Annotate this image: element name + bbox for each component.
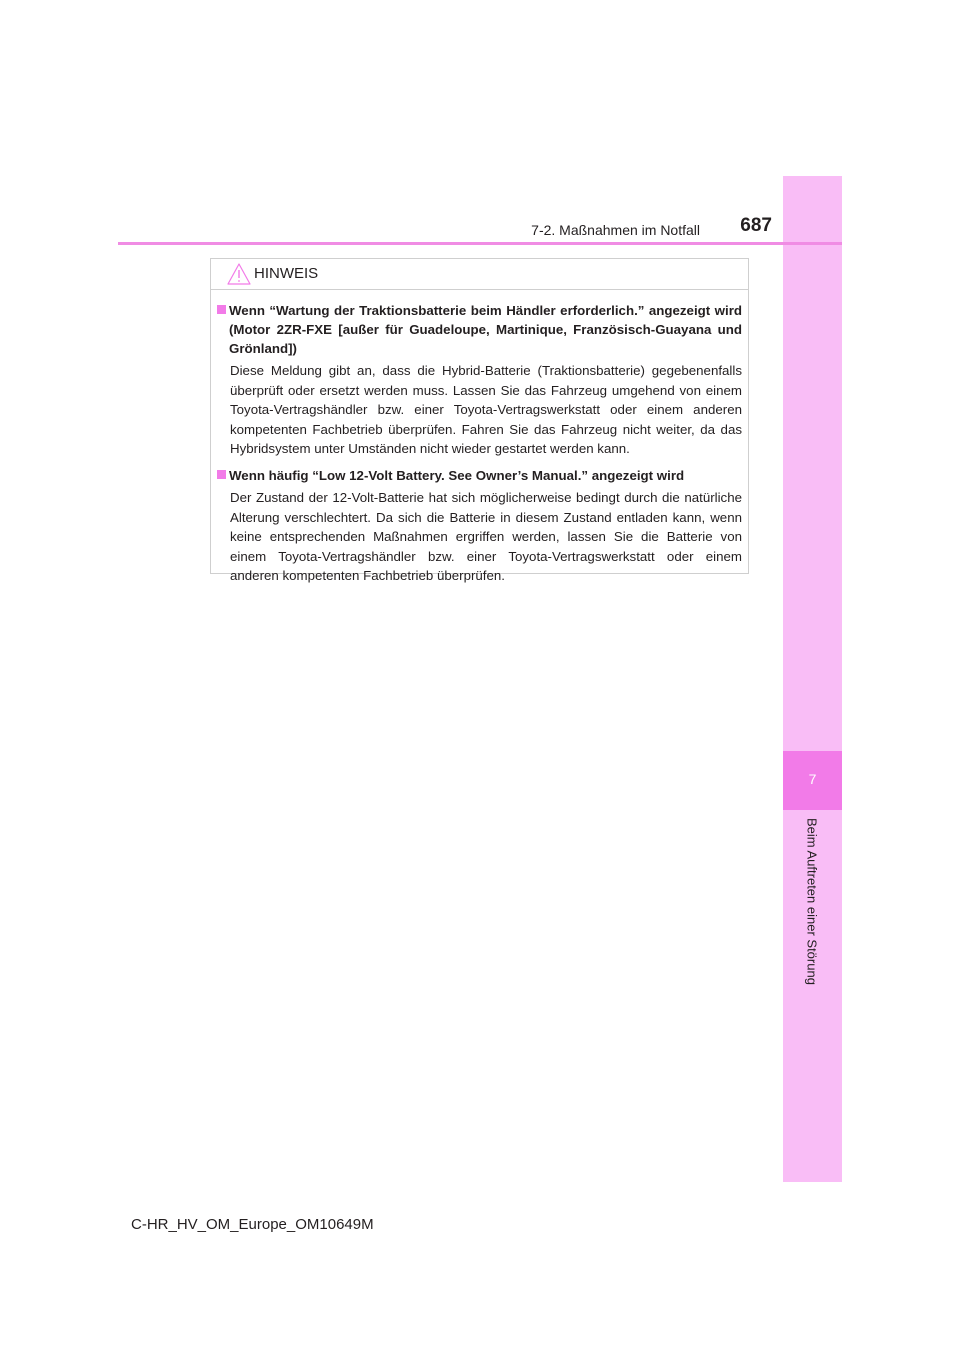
notice-item xyxy=(217,466,742,586)
notice-body xyxy=(217,301,742,593)
notice-title: HINWEIS xyxy=(254,265,319,282)
chapter-title: Beim Auftreten einer Störung xyxy=(804,818,820,985)
page-number: 687 xyxy=(740,215,772,236)
chapter-side-tab xyxy=(783,176,842,1182)
notice-item-heading xyxy=(217,301,742,358)
notice-item-heading-text: Wenn häufig “Low 12-Volt Battery. See Owner’s Manual.” angezeigt wird xyxy=(229,467,685,483)
notice-item-heading xyxy=(217,466,742,485)
notice-item-text: Der Zustand der 12-Volt-Batterie hat sich möglicherweise bedingt durch die natürliche Alterung verschlechtert. Da sich die Batterie in diesem Zustand entladen kann, wenn keine entsprechenden Maßnahmen ergriffen werden, lassen Sie die Batterie von einem Toyota-Vertragshändler bzw. einer Toyota-Vertragswerkstatt oder einem anderen kompetenten Fachbetrieb überprüfen. xyxy=(230,489,742,584)
section-title: 7-2. Maßnahmen im Notfall xyxy=(531,222,700,238)
square-bullet-icon xyxy=(217,305,226,314)
header-rule xyxy=(118,242,842,245)
document-id: C-HR_HV_OM_Europe_OM10649M xyxy=(131,1216,374,1233)
notice-item xyxy=(217,301,742,459)
notice-item-heading-text: Wenn “Wartung der Traktionsbatterie beim Händler erforderlich.” angezeigt wird (Motor 2ZR-FXE [außer für Guadeloupe, Martinique, Französisch-Guayana und Grönland]) xyxy=(229,303,742,356)
chapter-number: 7 xyxy=(808,771,817,787)
notice-item-text: Diese Meldung gibt an, dass die Hybrid-Batterie (Traktionsbatterie) gegebenenfalls überprüft oder ersetzt werden muss. Lassen Sie das Fahrzeug umgehend von einem Toyota-Vertragshändler bzw. einer Toyota-Vertragswerkstatt oder einem anderen kompetenten Fachbetrieb überprüfen. Fahren Sie das Fahrzeug nicht weiter, da das Hybridsystem unter Umständen nicht wieder gestartet werden kann. xyxy=(230,363,742,457)
warning-triangle-icon xyxy=(226,262,252,286)
chapter-number-box xyxy=(783,751,842,810)
square-bullet-icon xyxy=(217,470,226,479)
notice-box xyxy=(210,258,749,584)
notice-header xyxy=(211,259,748,290)
